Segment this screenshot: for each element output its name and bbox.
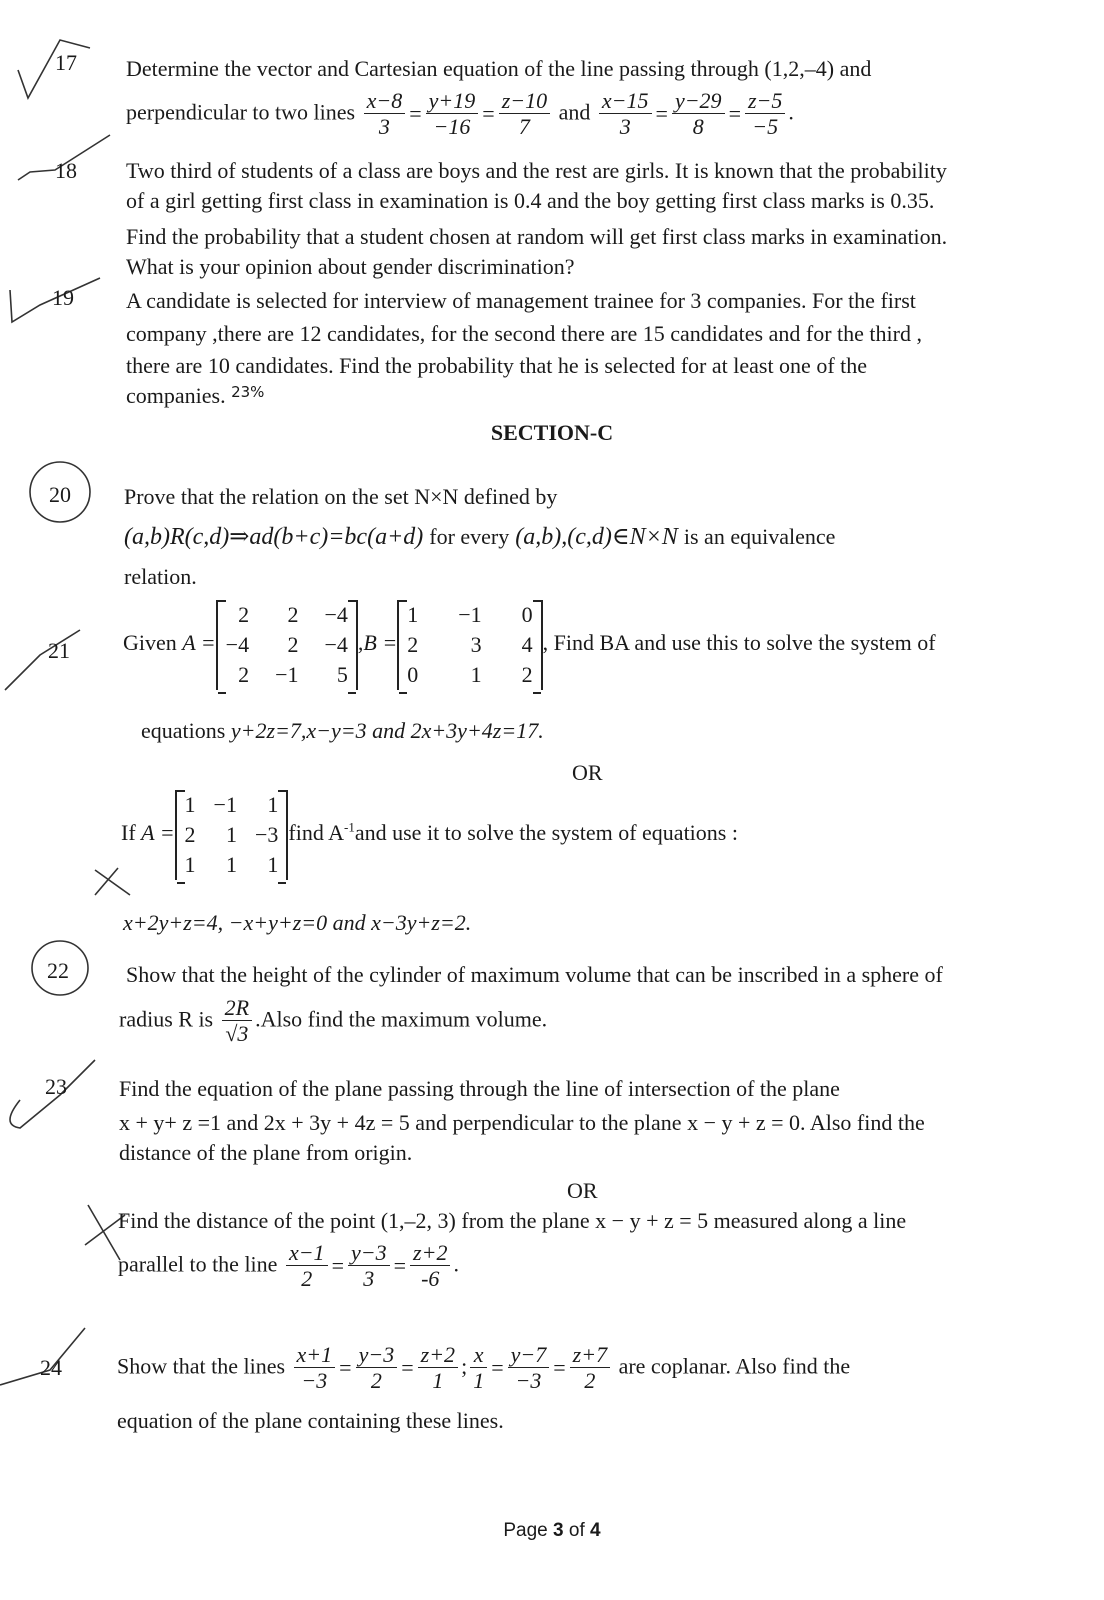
matrix-cell: −1 <box>275 662 299 687</box>
matrix-cell: 1 <box>225 822 237 847</box>
alt-instruction: and use it to solve the system of equations : <box>354 820 738 846</box>
question-number-21: 21 <box>48 638 70 663</box>
math-term: z−5 <box>745 88 785 114</box>
q24-line2: equation of the plane containing these lines. <box>117 1408 504 1433</box>
q17-line2-text: perpendicular to two lines <box>126 99 356 125</box>
fraction <box>672 88 725 141</box>
matrix-cell: −1 <box>213 792 237 817</box>
q20-text: for every <box>429 524 510 549</box>
math-term: 3 <box>363 1266 375 1292</box>
fraction <box>745 88 785 141</box>
math-term: 2 <box>301 1266 313 1292</box>
fraction <box>356 1342 398 1395</box>
q24-text: are coplanar. Also find the <box>618 1353 851 1379</box>
equals-sign: = <box>401 1355 414 1381</box>
q21-alt-line <box>121 790 738 880</box>
math-term: y−3 <box>356 1342 398 1368</box>
matrix-a <box>216 600 358 690</box>
equals-sign: = <box>491 1355 504 1381</box>
q24-line1: Show that the lines $\frac{x+1}{-3}$ = $\frac{y-3}{2}$ = $\frac{z+2}{1}$ ; $\frac{x}{1}$ = $\frac{y-7}{-3}$ = $\frac{z+7}{2}$ are coplanar. Also find the <box>117 1342 851 1394</box>
fraction <box>499 88 550 141</box>
q23-text: parallel to the line <box>118 1251 278 1277</box>
math-term: −3 <box>515 1368 542 1394</box>
matrix-b <box>397 600 542 690</box>
matrix-cell: 1 <box>267 852 279 877</box>
math-term: z+2 <box>418 1342 458 1368</box>
fraction <box>348 1240 390 1293</box>
fraction <box>470 1342 487 1395</box>
matrix-cell: 1 <box>184 852 196 877</box>
fraction <box>426 88 479 141</box>
matrix-cell: 2 <box>407 632 419 657</box>
math-term: y−7 <box>508 1342 550 1368</box>
fraction <box>294 1342 336 1395</box>
math-term: x−1 <box>286 1240 328 1266</box>
matrix-cell: 3 <box>470 632 482 657</box>
equals-sign: = <box>482 101 495 127</box>
math-term: 1 <box>473 1368 485 1394</box>
math-term: x−15 <box>599 88 652 114</box>
q21-matrix-line <box>123 600 936 690</box>
q20-line3: relation. <box>124 564 197 589</box>
math-term: 8 <box>692 114 704 140</box>
q23-alt-line1: Find the distance of the point (1,–2, 3) from the plane x − y + z = 5 measured along a line <box>118 1208 907 1233</box>
fraction <box>286 1240 328 1293</box>
equals-sign: = <box>655 101 668 127</box>
q18-line: of a girl getting first class in examination is 0.4 and the boy getting first class marks is 0.35. <box>126 188 935 213</box>
matrix-cell: −4 <box>324 632 348 657</box>
equals-sign: = <box>728 101 741 127</box>
question-number-18: 18 <box>55 158 77 183</box>
fraction <box>418 1342 458 1395</box>
page-number: 3 <box>553 1520 564 1541</box>
question-number-24: 24 <box>40 1355 62 1380</box>
q19-line-text: companies. <box>126 383 226 408</box>
q22-text: radius R is <box>119 1006 214 1032</box>
q19-line: company ,there are 12 candidates, for the second there are 15 candidates and for the third , <box>126 321 922 346</box>
fraction <box>599 88 652 141</box>
matrix-a-label: A = <box>182 630 216 656</box>
fraction <box>410 1240 450 1293</box>
matrix-b-label: ,B = <box>357 630 398 656</box>
math-term: −5 <box>752 114 779 140</box>
q18-line: What is your opinion about gender discrimination? <box>126 254 575 279</box>
equals-sign: = <box>393 1253 407 1279</box>
or-divider: OR <box>572 760 603 785</box>
q23-line3: distance of the plane from origin. <box>119 1140 413 1165</box>
math-term: z−10 <box>499 88 550 114</box>
equations-math: y+2z=7,x−y=3 and 2x+3y+4z=17. <box>230 718 544 743</box>
relation-math: (a,b)R(c,d)⇒ad(b+c)=bc(a+d) <box>124 524 424 550</box>
equals-sign: = <box>409 101 422 127</box>
math-term: −3 <box>301 1368 328 1394</box>
section-title: SECTION-C <box>490 420 614 445</box>
q17-line2: perpendicular to two lines $\frac{x-8}{3}$ = $\frac{y+19}{-16}$ = $\frac{z-10}{7}$ and $\frac{x-15}{3}$ = $\frac{y-29}{8}$ = $\frac{z-5}{-5}$ . <box>126 88 794 140</box>
question-number-22: 22 <box>47 958 69 983</box>
matrix-a-alt <box>175 790 289 880</box>
math-term: 1 <box>432 1368 444 1394</box>
q23-alt-line2: parallel to the line $\frac{x-1}{2}$ = $\frac{y-3}{3}$ = $\frac{z+2}{-6}$ . <box>118 1240 459 1292</box>
q23-line2: x + y+ z =1 and 2x + 3y + 4z = 5 and perpendicular to the plane x − y + z = 0. Also find the <box>119 1110 925 1135</box>
q24-text: Show that the lines <box>117 1353 286 1379</box>
math-term: y−29 <box>672 88 725 114</box>
fraction <box>222 995 252 1048</box>
q22-line2 <box>119 995 547 1048</box>
given-text: Given <box>123 630 177 656</box>
q20-text: is an equivalence <box>683 524 836 549</box>
q21-alt-equations: x+2y+z=4, −x+y+z=0 and x−3y+z=2. <box>123 910 472 935</box>
math-term: y+19 <box>426 88 479 114</box>
equals-sign: = <box>553 1355 566 1381</box>
math-term: 7 <box>518 114 530 140</box>
q22-text: .Also find the maximum volume. <box>255 1006 548 1032</box>
math-term: y−3 <box>348 1240 390 1266</box>
q20-line1: Prove that the relation on the set N×N defined by <box>124 484 558 509</box>
math-term: 2 <box>584 1368 596 1394</box>
matrix-cell: 5 <box>336 662 348 687</box>
q21-equations <box>141 720 544 742</box>
question-number-19: 19 <box>52 285 74 310</box>
check-mark-17 <box>18 40 90 98</box>
fraction <box>508 1342 550 1395</box>
q17-line1: Determine the vector and Cartesian equation of the line passing through (1,2,–4) and <box>126 56 872 81</box>
question-number-20: 20 <box>49 482 71 507</box>
if-text: If <box>121 820 136 846</box>
matrix-cell: 1 <box>184 792 196 817</box>
math-term: 3 <box>619 114 631 140</box>
matrix-cell: 1 <box>225 852 237 877</box>
q19-line <box>126 385 264 407</box>
math-term: z+2 <box>410 1240 450 1266</box>
math-term: z+7 <box>570 1342 610 1368</box>
matrix-cell: 2 <box>521 662 533 687</box>
matrix-cell: 2 <box>287 602 299 627</box>
and-text: and <box>558 99 591 125</box>
handwritten-note: 23% <box>231 383 265 401</box>
question-number-17: 17 <box>55 50 77 75</box>
matrix-cell: 2 <box>184 822 196 847</box>
q21-instruction: , Find BA and use this to solve the system of <box>542 630 936 656</box>
q18-line: Two third of students of a class are boys and the rest are girls. It is known that the probability <box>126 158 947 183</box>
matrix-cell: 0 <box>407 662 419 687</box>
q18-line: Find the probability that a student chosen at random will get first class marks in examination. <box>126 224 948 249</box>
matrix-cell: −4 <box>324 602 348 627</box>
matrix-cell: 1 <box>470 662 482 687</box>
math-term: √3 <box>225 1021 249 1047</box>
page-footer <box>0 1520 1104 1542</box>
math-term: x <box>470 1342 487 1368</box>
or-divider: OR <box>567 1178 598 1203</box>
math-term: 3 <box>378 114 390 140</box>
matrix-cell: 2 <box>238 662 250 687</box>
matrix-a-label: A = <box>141 820 175 846</box>
equations-label: equations <box>141 718 226 743</box>
question-number-23: 23 <box>45 1074 67 1099</box>
page-word: Page <box>503 1520 548 1541</box>
math-term: −16 <box>433 114 471 140</box>
math-term: x+1 <box>294 1342 336 1368</box>
math-term: 2R <box>222 995 252 1021</box>
equals-sign: = <box>339 1355 352 1381</box>
equals-sign: = <box>331 1253 344 1279</box>
matrix-cell: −3 <box>254 822 279 847</box>
math-term: -6 <box>421 1266 440 1292</box>
matrix-cell: −4 <box>225 632 250 657</box>
q19-line: A candidate is selected for interview of management trainee for 3 companies. For the first <box>126 288 916 313</box>
of-word: of <box>568 1520 585 1541</box>
inverse-sup: -1 <box>344 819 355 835</box>
matrix-cell: 2 <box>287 632 299 657</box>
q19-line: there are 10 candidates. Find the probability that he is selected for at least one of the <box>126 353 868 378</box>
matrix-cell: 2 <box>238 602 250 627</box>
fraction <box>364 88 406 141</box>
q20-line2 <box>124 525 835 549</box>
fraction <box>570 1342 610 1395</box>
matrix-cell: 4 <box>521 632 533 657</box>
set-math: (a,b),(c,d)∈N×N <box>515 524 678 550</box>
matrix-cell: 1 <box>267 792 279 817</box>
math-term: 2 <box>370 1368 382 1394</box>
find-text: find A <box>288 820 345 846</box>
q22-line1: Show that the height of the cylinder of maximum volume that can be inscribed in a sphere of <box>126 962 943 987</box>
q23-line1: Find the equation of the plane passing through the line of intersection of the plane <box>119 1076 840 1101</box>
math-term: x−8 <box>364 88 406 114</box>
matrix-cell: 1 <box>407 602 419 627</box>
matrix-cell: 0 <box>521 602 533 627</box>
matrix-cell: −1 <box>458 602 482 627</box>
page-total: 4 <box>590 1520 601 1541</box>
